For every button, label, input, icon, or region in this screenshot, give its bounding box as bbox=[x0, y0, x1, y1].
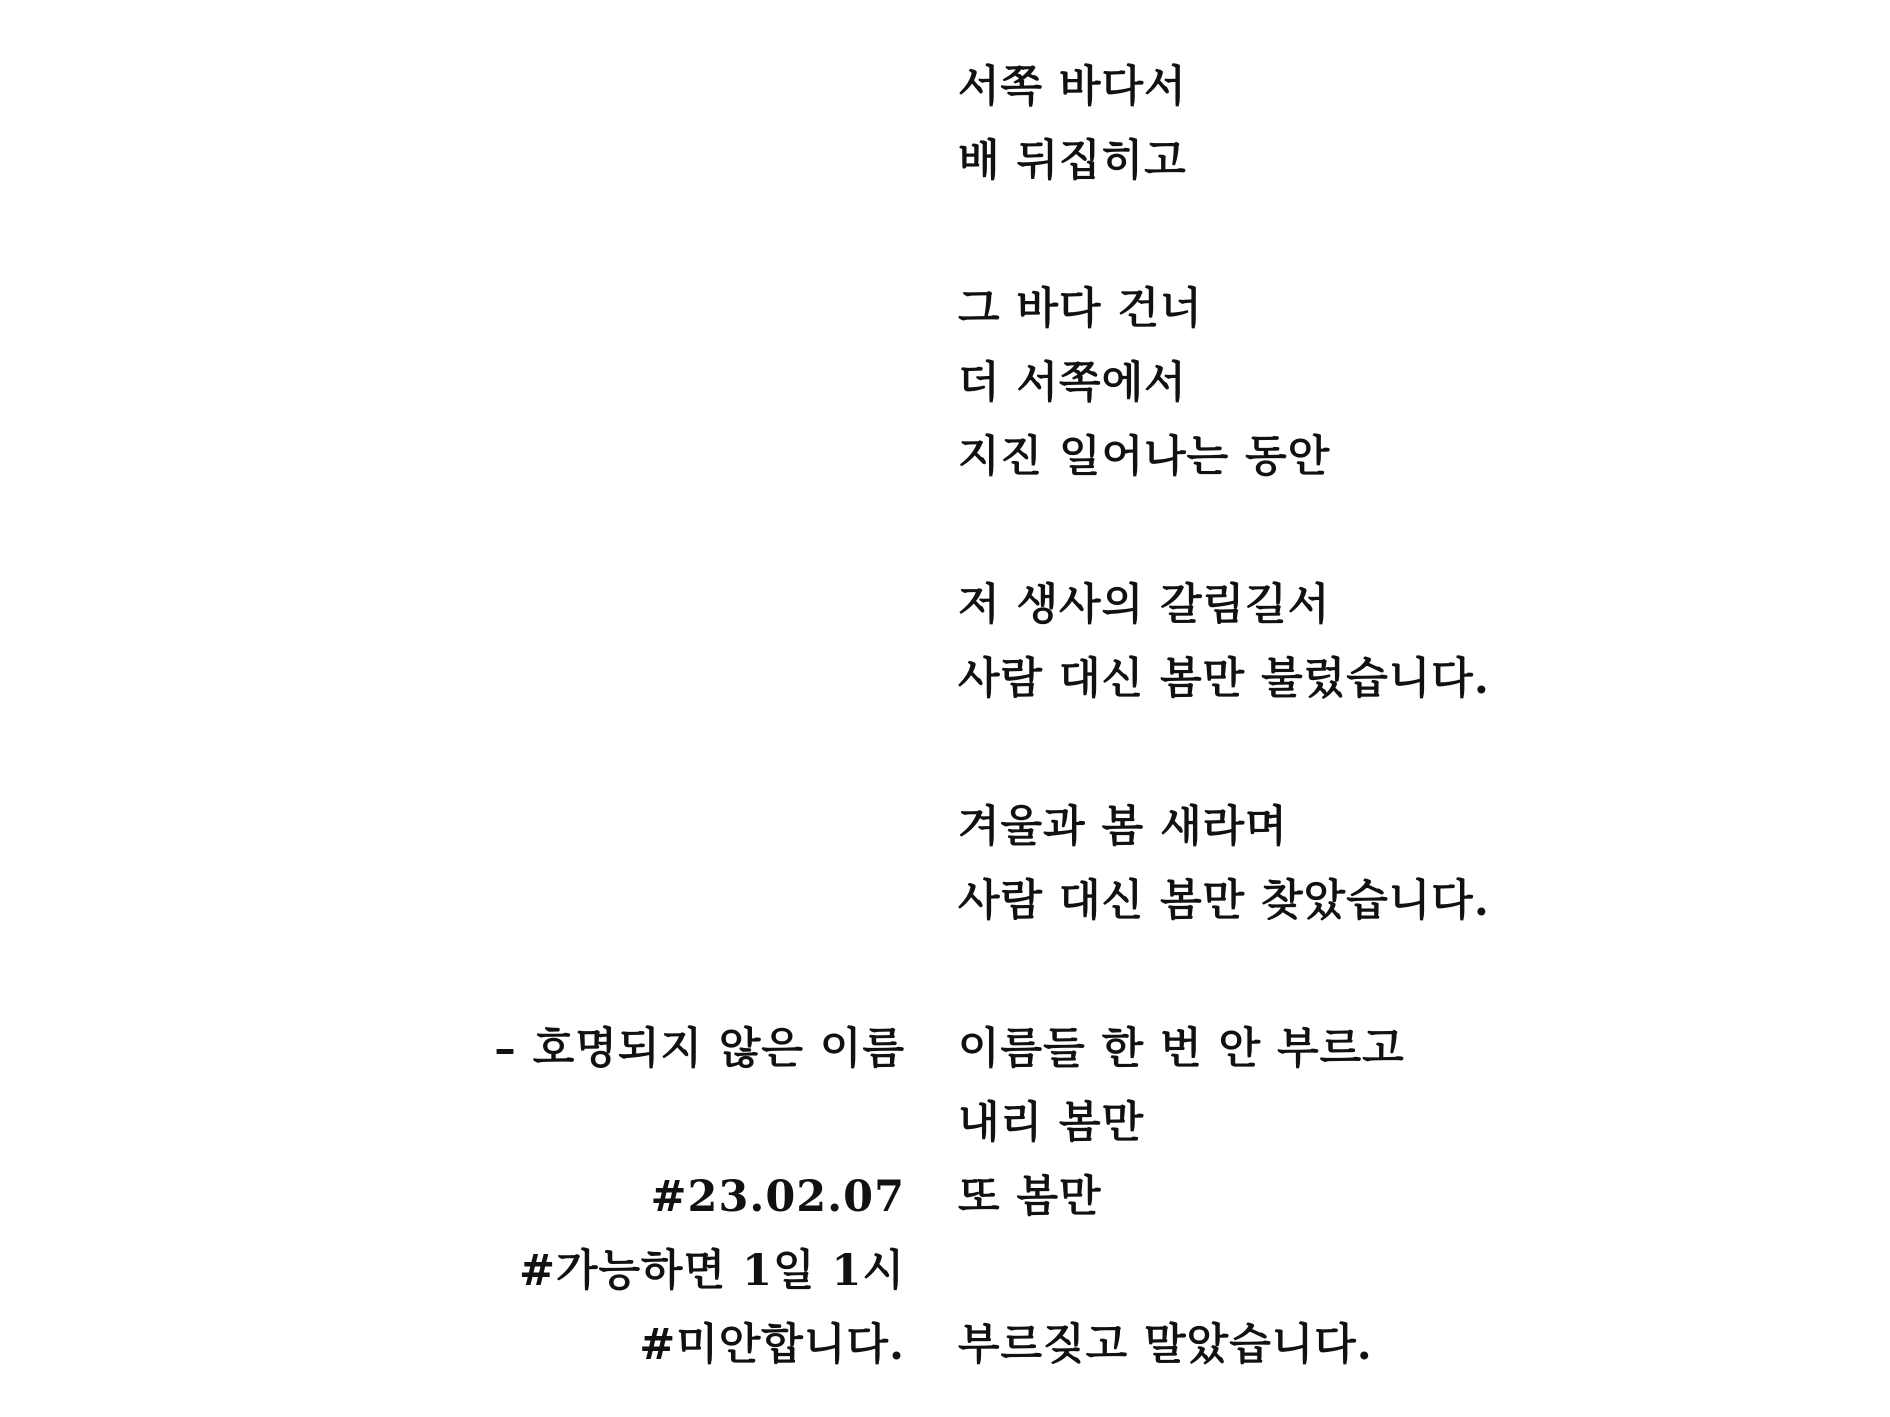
poem-title: – 호명되지 않은 이름 bbox=[494, 1024, 905, 1074]
poem-line: 저 생사의 갈림길서 bbox=[958, 580, 1331, 630]
poem-line: 서쪽 바다서 bbox=[958, 62, 1187, 112]
poem-line: 또 봄만 bbox=[958, 1172, 1102, 1222]
poem-line: 부르짖고 말았습니다. bbox=[958, 1320, 1373, 1370]
poem-line: 사람 대신 봄만 찾았습니다. bbox=[958, 876, 1490, 926]
poem-line: 겨울과 봄 새라며 bbox=[958, 802, 1288, 852]
hashtag: #가능하면 1일 1시 bbox=[518, 1246, 905, 1296]
hashtag: #미안합니다. bbox=[639, 1320, 905, 1370]
poem-line: 배 뒤집히고 bbox=[958, 136, 1187, 186]
poem-line: 그 바다 건너 bbox=[958, 284, 1203, 334]
poem-line: 더 서쪽에서 bbox=[958, 358, 1187, 408]
poem-line: 사람 대신 봄만 불렀습니다. bbox=[958, 654, 1490, 704]
poem-line: 내리 봄만 bbox=[958, 1098, 1145, 1148]
poem-line: 이름들 한 번 안 부르고 bbox=[958, 1024, 1405, 1074]
poem-line: 지진 일어나는 동안 bbox=[958, 432, 1331, 482]
date-tag: #23.02.07 bbox=[650, 1172, 905, 1222]
